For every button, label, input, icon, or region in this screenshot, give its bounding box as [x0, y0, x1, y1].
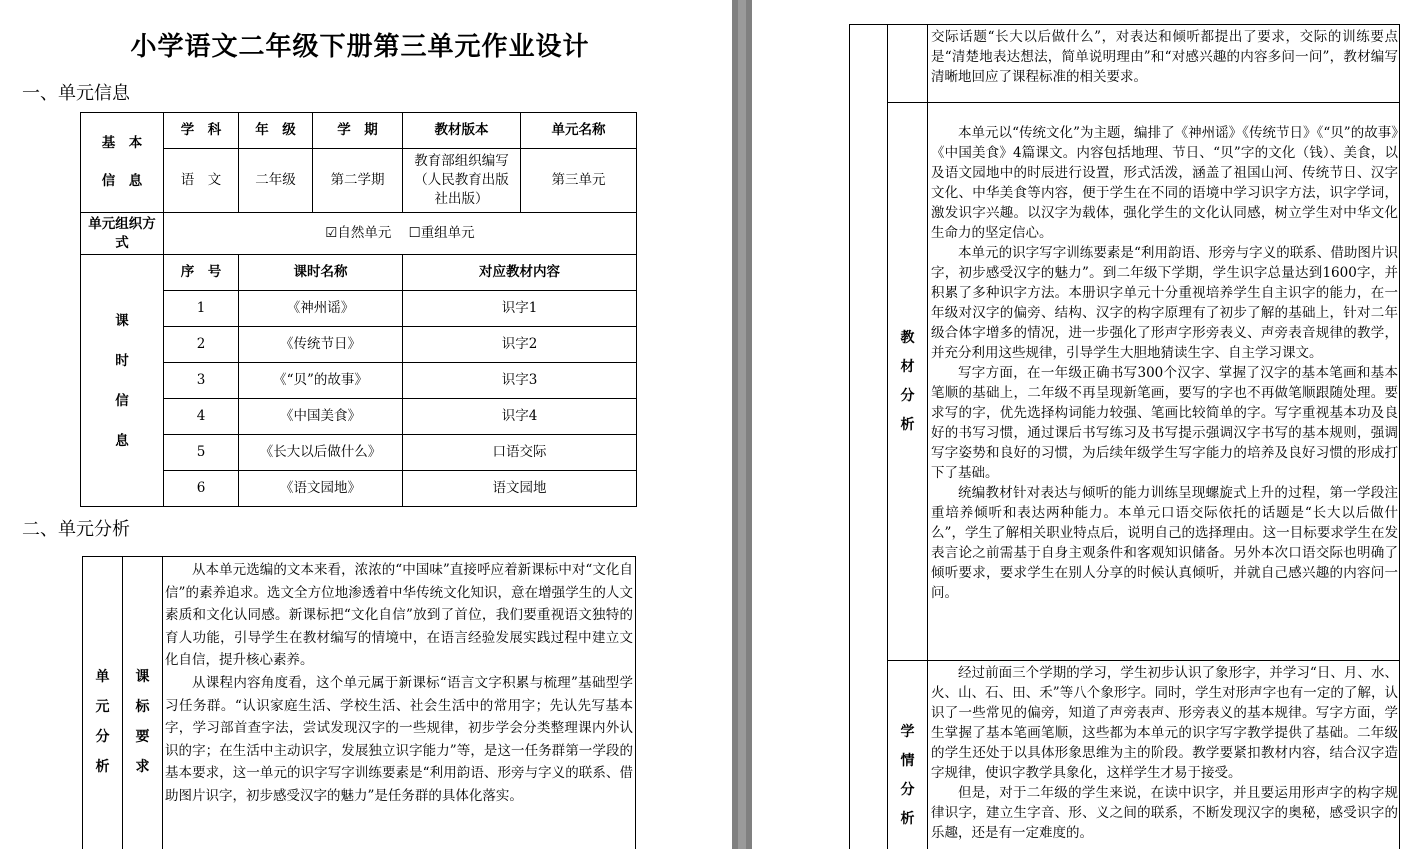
- paragraph: 经过前面三个学期的学习，学生初步认识了象形字，并学习“日、月、水、火、山、石、田、禾”等八个象形字。同时，学生对形声字也有一定的了解，认识了一些常见的偏旁，知道了声旁表声、形旁表义的基本规律。写字方面，学生掌握了基本笔画笔顺，这些都为本单元的识字写字教学提供了基础。二年级的学生还处于以具体形象思维为主的阶段。教学要紧扣教材内容，结合汉字造字规律，使识字教学具象化，这样学生才易于接受。: [931, 665, 1398, 781]
- analysis-continued-table: [849, 24, 1400, 849]
- value-unit-name: 第三单元: [521, 149, 637, 213]
- header-subject: 学 科: [164, 113, 239, 149]
- regroup-unit-label: 重组单元: [420, 225, 475, 241]
- lesson-no: 4: [164, 399, 239, 435]
- lesson-content: 识字4: [403, 399, 637, 435]
- table-row: [81, 435, 637, 471]
- header-lesson-name: 课时名称: [239, 255, 403, 291]
- requirement-label-char: 求: [135, 758, 150, 775]
- paragraph: 但是，对于二年级的学生来说，在读中识字，并且要运用形声字的构字规律识字，建立生字音、形、义之间的联系，不断发现汉字的奥秘，感受识字的乐趣，还是有一定难度的。: [931, 785, 1398, 841]
- textbook-label-char: 分: [900, 387, 915, 404]
- paragraph: 统编教材针对表达与倾听的能力训练呈现螺旋式上升的过程，第一学段注重培养倾听和表达两种能力。本单元口语交际依托的话题是“长大以后做什么”，学生了解相关职业特点后，说明自己的选择理由。这一目标要求学生在发表言论之前需基于自身主观条件和客观知识储备。另外本次口语交际也明确了倾听要求，要求学生在别人分享的时候认真倾听，并就自己感兴趣的内容问一问。: [931, 485, 1398, 601]
- lesson-content: 语文园地: [403, 471, 637, 507]
- header-no: 序 号: [164, 255, 239, 291]
- lesson-name: 《语文园地》: [239, 471, 403, 507]
- lesson-label-char: 信: [115, 392, 129, 409]
- basic-label-line1: 基 本: [101, 135, 143, 151]
- outer-label-continued: [850, 25, 888, 849]
- analysis-label-char: 析: [95, 758, 110, 775]
- lesson-name: 《中国美食》: [239, 399, 403, 435]
- learner-label-char: 学: [900, 723, 915, 740]
- lesson-no: 2: [164, 327, 239, 363]
- unit-analysis-table: [82, 556, 636, 849]
- header-unit-name: 单元名称: [521, 113, 637, 149]
- lesson-name: 《长大以后做什么》: [239, 435, 403, 471]
- org-options: [164, 213, 637, 255]
- continued-label-cell: [888, 25, 928, 103]
- requirement-label-char: 标: [135, 698, 150, 715]
- paragraph: 交际话题“长大以后做什么”，对表达和倾听都提出了要求，交际的训练要点是“清楚地表达想法，简单说明理由”和“对感兴趣的内容多问一问”，教材编写清晰地回应了课程标准的相关要求。: [931, 29, 1398, 85]
- org-label: 单元组织方式: [81, 213, 164, 255]
- lesson-name: 《“贝”的故事》: [239, 363, 403, 399]
- paragraph: 本单元的识字写字训练要素是“利用韵语、形旁与字义的联系、借助图片识字，初步感受汉字的魅力”。到二年级下学期，学生识字总量达到1600字，并积累了多种识字方法。本册识字单元十分重视培养学生自主识字的能力，在一年级对汉字的偏旁、结构、汉字的构字原理有了初步了解的基础上，针对二年级合体字增多的情况，进一步强化了形声字形旁表义、声旁表音规律的教学，并充分利用这些规律，引导学生大胆地猜读生字、自主学习课文。: [931, 245, 1398, 361]
- lesson-name: 《神州谣》: [239, 291, 403, 327]
- scrollbar[interactable]: [738, 0, 746, 849]
- unit-analysis-label: [83, 557, 123, 849]
- natural-unit-checkbox-icon[interactable]: ☑: [325, 225, 338, 241]
- value-grade: 二年级: [239, 149, 313, 213]
- table-row: [81, 327, 637, 363]
- basic-label-line2: 信 息: [101, 173, 143, 189]
- value-edition: 教育部组织编写（人民教育出版社出版）: [403, 149, 521, 213]
- paragraph: 写字方面，在一年级正确书写300个汉字、掌握了汉字的基本笔画和基本笔顺的基础上，二年级不再呈现新笔画，要写的字也不再做笔顺跟随处理。要求写的字，优先选择构词能力较强、笔画比较简单的字。写字重视基本功及良好的书写习惯，通过课后书写练习及书写提示强调汉字书写的基本规则，强调写字姿势和良好的习惯，为后续年级学生写字能力的培养及良好习惯的形成打下了基础。: [931, 365, 1398, 481]
- lesson-name: 《传统节日》: [239, 327, 403, 363]
- analysis-label-char: 单: [95, 668, 110, 685]
- lesson-label-char: 课: [115, 312, 129, 329]
- header-semester: 学 期: [313, 113, 403, 149]
- learner-label-char: 情: [900, 752, 915, 769]
- oral-requirement-text: [928, 25, 1400, 103]
- section-unit-info-heading: 一、单元信息: [22, 83, 130, 104]
- learner-label-char: 析: [900, 810, 915, 827]
- lesson-content: 识字2: [403, 327, 637, 363]
- header-edition: 教材版本: [403, 113, 521, 149]
- textbook-analysis-label: [888, 103, 928, 661]
- lesson-no: 5: [164, 435, 239, 471]
- table-row: [81, 471, 637, 507]
- requirement-label-char: 要: [135, 728, 150, 745]
- lesson-no: 6: [164, 471, 239, 507]
- paragraph: 本单元以“传统文化”为主题，编排了《神州谣》《传统节日》《“贝”的故事》《中国美食》4篇课文。内容包括地理、节日、“贝”字的文化（钱）、美食，以及语文园地中的时辰进行设置，形式活泼，涵盖了祖国山河、传统节日、汉字文化、中华美食等内容，便于学生在不同的语境中学习识字方法，识字学词，激发识字兴趣。以汉字为载体，强化学生的文化认同感，树立学生对中华文化生命力的坚定信心。: [931, 125, 1398, 241]
- textbook-label-char: 材: [900, 358, 915, 375]
- textbook-analysis-text: [928, 103, 1400, 661]
- lesson-content: 识字1: [403, 291, 637, 327]
- document-page-right: [752, 0, 1423, 849]
- learner-label-char: 分: [900, 781, 915, 798]
- lesson-content: 识字3: [403, 363, 637, 399]
- textbook-label-char: 教: [900, 329, 915, 346]
- textbook-label-char: 析: [900, 416, 915, 433]
- analysis-label-char: 分: [95, 728, 110, 745]
- document-title: 小学语文二年级下册第三单元作业设计: [130, 32, 590, 62]
- lesson-no: 3: [164, 363, 239, 399]
- table-row: [81, 363, 637, 399]
- requirement-label-char: 课: [135, 668, 150, 685]
- lesson-content: 口语交际: [403, 435, 637, 471]
- unit-info-table: [80, 112, 637, 507]
- lesson-info-label: [81, 255, 164, 507]
- header-content: 对应教材内容: [403, 255, 637, 291]
- learner-analysis-text: [928, 661, 1400, 849]
- lesson-label-char: 息: [115, 432, 129, 449]
- section-unit-analysis-heading: 二、单元分析: [22, 519, 130, 540]
- curriculum-requirements-label: [123, 557, 163, 849]
- value-subject: 语 文: [164, 149, 239, 213]
- learner-analysis-label: [888, 661, 928, 849]
- lesson-no: 1: [164, 291, 239, 327]
- table-row: [81, 399, 637, 435]
- lesson-label-char: 时: [115, 352, 129, 369]
- page-gap: [732, 0, 752, 849]
- table-row: [81, 291, 637, 327]
- paragraph: 从本单元选编的文本来看，浓浓的“中国味”直接呼应着新课标中对“文化自信”的素养追求。选文全方位地渗透着中华传统文化知识，意在增强学生的人文素质和文化认同感。新课标把“文化自信”放到了首位，我们要重视语文独特的育人功能，引导学生在教材编写的情境中，在语言经验发展实践过程中建立文化自信，提升核心素养。: [165, 562, 633, 669]
- header-grade: 年 级: [239, 113, 313, 149]
- curriculum-requirements-text: [163, 557, 636, 849]
- paragraph: 从课程内容角度看，这个单元属于新课标“语言文字积累与梳理”基础型学习任务群。“认识家庭生活、学校生活、社会生活中的常用字；先认先写基本字，学习部首查字法，尝试发现汉字的一些规律，初步学会分类整理课内外认识的字；在生活中主动识字，发展独立识字能力”等，是这一任务群第一学段的基本要求，这一单元的识字写字训练要素是“利用韵语、形旁与字义的联系、借助图片识字，初步感受汉字的魅力”是任务群的具体化落实。: [165, 674, 633, 804]
- analysis-label-char: 元: [95, 698, 110, 715]
- natural-unit-label: 自然单元: [337, 225, 392, 241]
- basic-info-label: [81, 113, 164, 213]
- regroup-unit-checkbox-icon[interactable]: ☐: [408, 225, 421, 241]
- value-semester: 第二学期: [313, 149, 403, 213]
